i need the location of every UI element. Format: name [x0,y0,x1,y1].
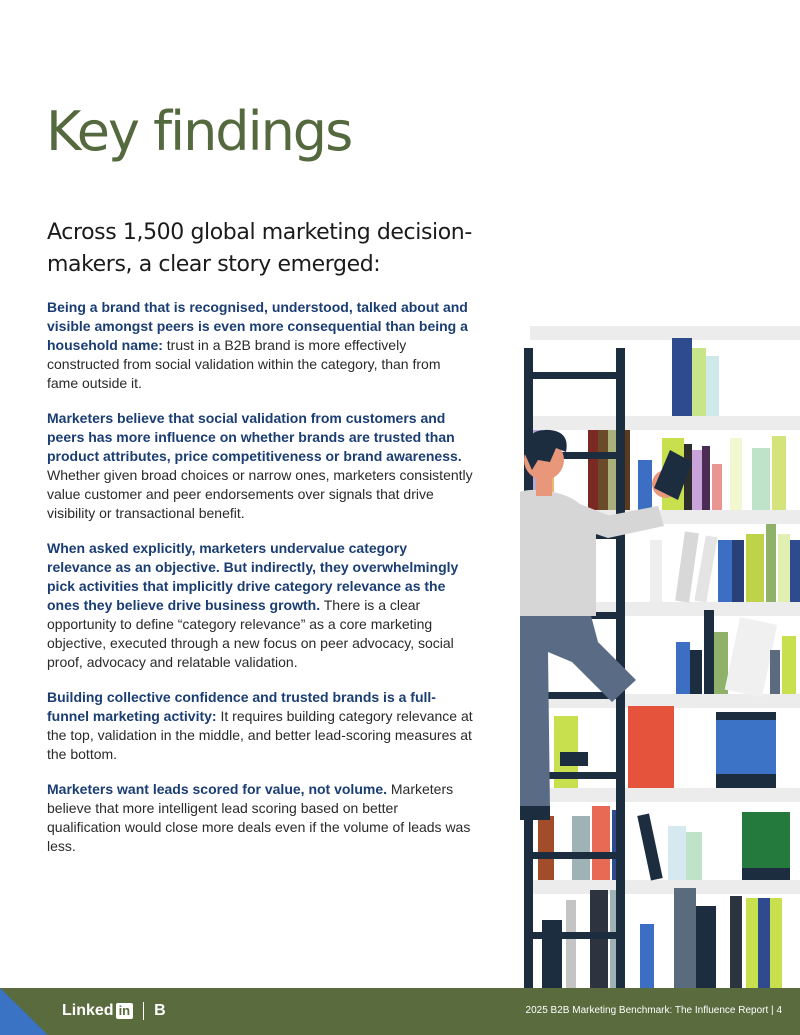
finding-1-lead: Being a brand that is recognised, understood, talked about and visible amongst peers is even more consequential than being a household name: [47,299,468,353]
partner-logo: B [154,1002,166,1019]
finding-4-body: It requires building category relevance at the top, validation in the middle, and better lead-scoring measures at the bottom. [47,708,473,762]
finding-2 [47,409,473,523]
finding-4 [47,688,473,764]
finding-5 [47,780,473,856]
finding-1 [47,298,473,393]
finding-5-body: Marketers believe that more intelligent lead scoring based on better qualification would close more deals even if the volume of leads was less. [47,781,471,854]
books-row-3 [650,524,800,603]
finding-1-body: trust in a B2B brand is more effectively constructed from social validation within the category, than from fame outside it. [47,337,441,391]
finding-3-body: There is a clear opportunity to define “category relevance” as a core marketing objective, executed through a new focus on peer advocacy, social proof, advocacy and relatable validation. [47,597,454,670]
footer [0,988,800,1035]
finding-3-lead: When asked explicitly, marketers undervalue category relevance as an objective. But indirectly, they overwhelmingly pick activities that implicitly drive category relevance as the ones they believe drive business growth. [47,540,459,613]
linkedin-word: Linked [62,1002,114,1019]
page-number: 4 [776,1005,782,1016]
linkedin-logo [62,1002,133,1020]
page-divider: | [771,1005,777,1016]
books-row-4 [676,610,796,697]
books-row-6 [538,806,790,881]
books-row-1 [672,338,719,416]
page-title: Key findings [46,100,352,163]
corner-triangle-icon [0,988,48,1035]
findings-list [47,298,473,872]
finding-2-body: Whether given broad choices or narrow ones, marketers consistently value customer and peer endorsements over signals that drive visibility or transactional benefit. [47,467,473,521]
footer-logos [62,1002,166,1020]
logo-divider [143,1002,144,1020]
intro-heading: Across 1,500 global marketing decision-makers, a clear story emerged: [47,220,472,277]
finding-3 [47,539,473,672]
finding-5-lead: Marketers want leads scored for value, not volume. [47,781,387,797]
finding-2-lead: Marketers believe that social validation from customers and peers has more influence on whether brands are trusted than product attributes, price competitiveness or brand awareness. [47,410,462,464]
bookshelf-illustration [520,320,800,988]
footer-report-info [526,1005,782,1016]
report-title: 2025 B2B Marketing Benchmark: The Influence Report [525,1005,769,1016]
finding-4-lead: Building collective confidence and trusted brands is a full-funnel marketing activity: [47,689,436,724]
linkedin-box: in [116,1003,134,1019]
